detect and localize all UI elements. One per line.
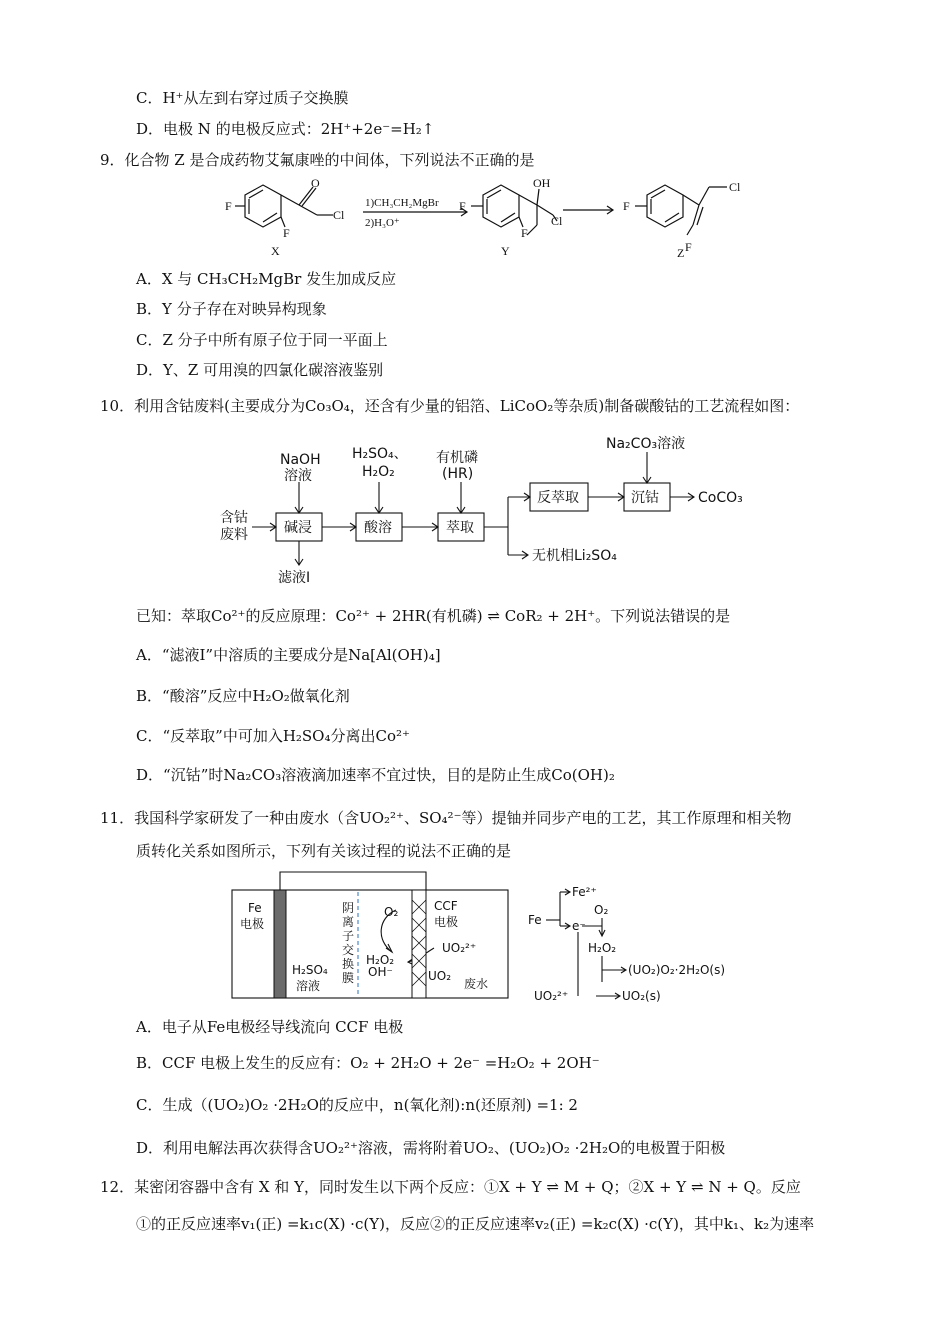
cobalt-waste-label-1: 含钴 [220,510,248,526]
q9-reaction-scheme [215,175,775,265]
fe2-product: Fe²⁺ [572,885,597,899]
naoh-solution-label: 溶液 [284,468,312,484]
step-back-extraction: 反萃取 [537,490,579,506]
wastewater-label: 废水 [464,977,489,991]
q8-option-c: C．H⁺从左到右穿过质子交换膜 [136,89,349,107]
q9-option-a: A．X 与 CH₃CH₂MgBr 发生加成反应 [136,270,397,288]
y-fluorine-2: F [521,226,528,240]
q10-option-d: D．“沉钴”时Na₂CO₃溶液滴加速率不宜过快，目的是防止生成Co(OH)₂ [136,766,615,784]
fe-electrode-label-1: Fe [248,901,262,915]
q9-option-d: D．Y、Z 可用溴的四氯化碳溶液鉴别 [136,361,384,379]
q12-line-2: ①的正反应速率v₁(正) =k₁c(X) ·c(Y)，反应②的正反应速率v₂(正) =k₂c(X) ·c(Y)，其中k₁、k₂为速率 [136,1215,815,1233]
membrane-char-5: 换 [342,957,355,971]
h2so4-label: H₂SO₄ [292,963,328,977]
z-chlorine: Cl [729,180,741,194]
h2o2-intermediate: H₂O₂ [588,941,617,955]
q11-option-d: D．利用电解法再次获得含UO₂²⁺溶液，需将附着UO₂、(UO₂)O₂ ·2H₂O的电极置于阳极 [136,1139,726,1157]
electron-label: e⁻ [572,919,586,933]
membrane-char-6: 膜 [342,971,355,985]
q9-option-c: C．Z 分子中所有原子位于同一平面上 [136,331,388,349]
q11-relation-diagram [528,856,743,1006]
peroxide-product: (UO₂)O₂·2H₂O(s) [628,963,726,977]
membrane-char-2: 离 [342,915,355,929]
filtrate-label: 滤液I [278,570,311,586]
y-chlorine: Cl [551,214,563,228]
fe-reactant: Fe [528,913,542,927]
q11-option-c: C．生成（(UO₂)O₂ ·2H₂O的反应中，n(氧化剂):n(还原剂) =1: 2 [136,1096,578,1114]
y-hydroxyl: OH [533,176,551,190]
hr-label: (HR) [442,466,474,482]
o2-label: O₂ [384,905,399,919]
uranyl-label: UO₂²⁺ [442,941,477,955]
na2co3-solution-label: Na₂CO₃溶液 [606,436,686,452]
q9-option-b: B．Y 分子存在对映异构现象 [136,300,327,318]
cobalt-waste-label-2: 废料 [220,527,248,543]
x-chlorine: Cl [333,208,345,222]
q11-stem-1: 11．我国科学家研发了一种由废水（含UO₂²⁺、SO₄²⁻等）提铀并同步产电的工艺，其工作原理和相关物 [100,809,792,827]
hydroxide-label: OH⁻ [368,965,393,979]
q11-option-b: B．CCF 电极上发生的反应有：O₂ + 2H₂O + 2e⁻ =H₂O₂ + 2OH⁻ [136,1054,600,1072]
organophosphorus-label: 有机磷 [436,450,478,466]
o2-reactant: O₂ [594,903,609,917]
step-alkali-leach: 碱浸 [284,520,312,536]
q10-option-b: B．“酸溶”反应中H₂O₂做氧化剂 [136,687,350,705]
h2so4-label: H₂SO₄、 [352,446,408,462]
q10-option-c: C．“反萃取”中可加入H₂SO₄分离出Co²⁺ [136,727,410,745]
step-cobalt-precipitation: 沉钴 [631,490,659,506]
h2o2-label: H₂O₂ [362,464,395,480]
ccf-label-2: 电极 [434,915,459,929]
label-y: Y [501,244,510,258]
label-x: X [271,244,280,258]
q11-cell-diagram [228,870,518,1002]
membrane-char-1: 阴 [342,901,355,915]
solution-label: 溶液 [296,979,321,993]
uo2-label: UO₂ [428,969,452,983]
membrane-char-4: 交 [342,943,355,957]
q10-stem: 10．利用含钴废料(主要成分为Co₃O₄，还含有少量的铝箔、LiCoO₂等杂质)制备碳酸钴的工艺流程如图： [100,397,800,415]
inorganic-phase-label: 无机相Li₂SO₄ [532,548,617,564]
h2o2-label: H₂O₂ [366,953,395,967]
uranyl-reactant: UO₂²⁺ [534,989,569,1003]
reagent-1: 1)CH₃CH₂MgBr [365,197,439,209]
fe-electrode-label-2: 电极 [240,917,265,931]
q11-option-a: A．电子从Fe电极经导线流向 CCF 电极 [136,1018,404,1036]
product-coco3: CoCO₃ [698,490,743,506]
x-oxygen: O [311,176,320,190]
y-fluorine: F [459,199,466,213]
q8-option-d: D．电极 N 的电极反应式：2H⁺+2e⁻=H₂↑ [136,120,435,138]
uo2-solid-product: UO₂(s) [622,989,661,1003]
reagent-2: 2)H₃O⁺ [365,217,400,229]
q10-option-a: A．“滤液Ⅰ”中溶质的主要成分是Na[Al(OH)₄] [136,646,441,664]
x-fluorine-2: F [283,226,290,240]
step-extraction: 萃取 [446,520,474,536]
q9-stem: 9．化合物 Z 是合成药物艾氟康唑的中间体，下列说法不正确的是 [100,151,535,169]
ccf-label-1: CCF [434,899,458,913]
q10-process-flowchart [210,430,770,595]
membrane-char-3: 子 [342,929,355,943]
label-z: Z [677,246,685,260]
x-fluorine: F [225,199,232,213]
q11-stem-2: 质转化关系如图所示，下列有关该过程的说法不正确的是 [136,842,512,860]
z-fluorine-2: F [685,240,692,254]
q10-known: 已知：萃取Co²⁺的反应原理：Co²⁺ + 2HR(有机磷) ⇌ CoR₂ + 2H⁺。下列说法错误的是 [136,607,731,625]
naoh-label: NaOH [280,452,321,468]
step-acid-dissolve: 酸溶 [364,520,392,536]
q12-line-1: 12．某密闭容器中含有 X 和 Y，同时发生以下两个反应：①X + Y ⇌ M + Q；②X + Y ⇌ N + Q。反应 [100,1178,801,1196]
z-fluorine: F [623,199,630,213]
